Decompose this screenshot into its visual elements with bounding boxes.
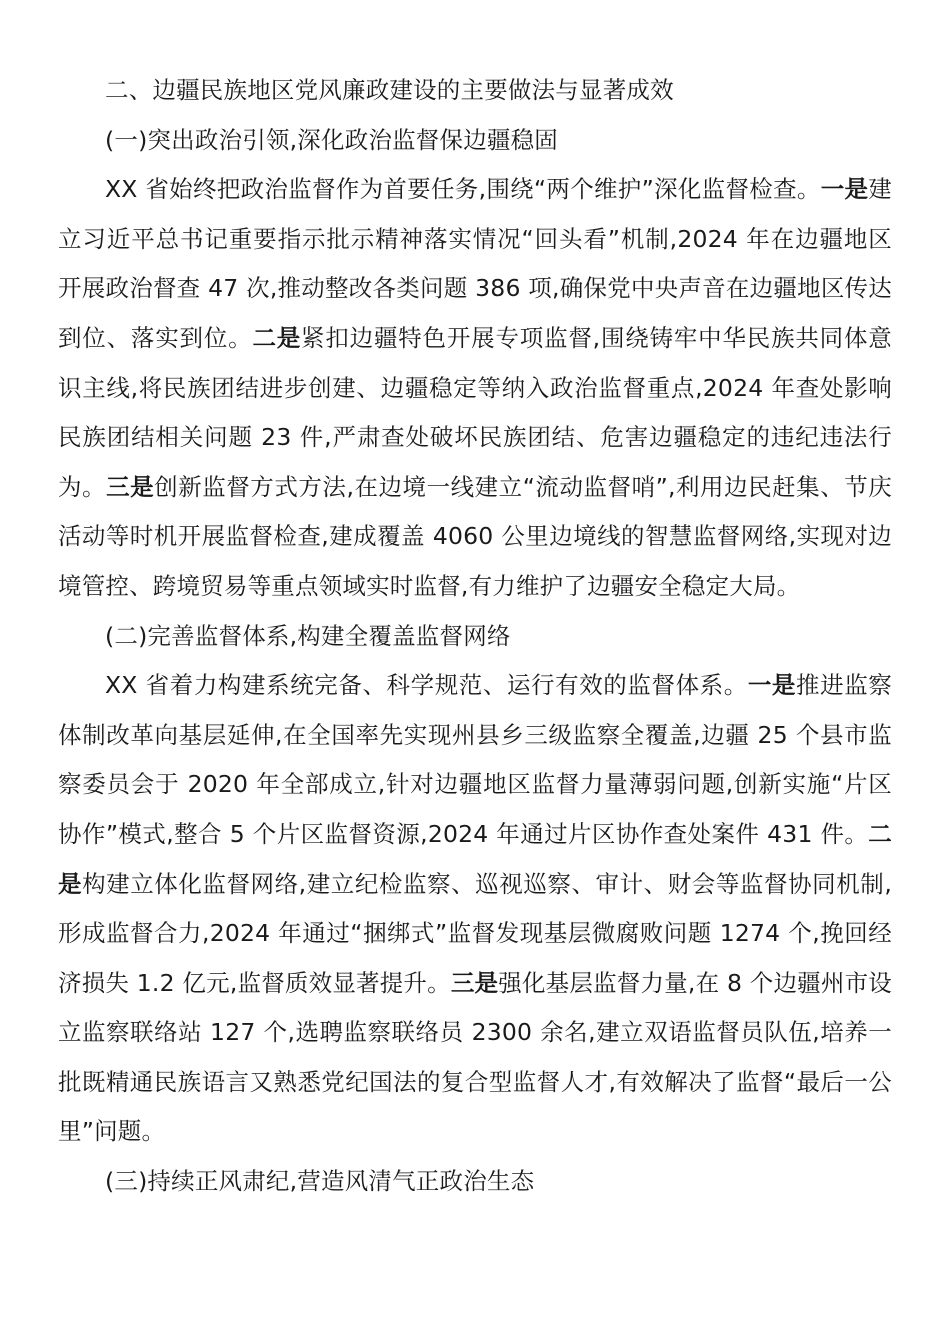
paragraph-political-supervision bbox=[58, 165, 892, 611]
point-lead-3: 三是 bbox=[450, 968, 499, 997]
point-lead-3: 三是 bbox=[106, 472, 155, 501]
section-title: 二、边疆民族地区党风廉政建设的主要做法与显著成效 bbox=[105, 76, 674, 104]
point-lead-1: 一是 bbox=[820, 175, 869, 204]
document-page bbox=[58, 66, 892, 1207]
point-lead-1: 一是 bbox=[747, 671, 797, 700]
point-text-3: 强化基层监督力量,在 8 个边疆州市设立监察联络站 127 个,选聘监察联络员 2300 余名,建立双语监督员队伍,培养一批既精通民族语言又熟悉党纪国法的复合型监督人才,有效解决了监督“最后一公里”问题。 bbox=[58, 968, 892, 1146]
paragraph-intro: XX 省着力构建系统完备、科学规范、运行有效的监督体系。 bbox=[105, 671, 748, 700]
point-text-2: 构建立体化监督网络,建立纪检监察、巡视巡察、审计、财会等监督协同机制,形成监督合力,2024 年通过“捆绑式”监督发现基层微腐败问题 1274 个,挽回经济损失 1.2 亿元,监督质效显著提升。 bbox=[58, 869, 892, 997]
point-text-1: 推进监察体制改革向基层延伸,在全国率先实现州县乡三级监察全覆盖,边疆 25 个县市监察委员会于 2020 年全部成立,针对边疆地区监督力量薄弱问题,创新实施“片区协作”模式,整合 5 个片区监督资源,2024 年通过片区协作查处案件 431 件。 bbox=[58, 671, 892, 848]
point-text-1: 建立习近平总书记重要指示批示精神落实情况“回头看”机制,2024 年在边疆地区开展政治督查 47 次,推动整改各类问题 386 项,确保党中央声音在边疆地区传达到位、落实到位。 bbox=[58, 175, 892, 352]
point-lead-2: 二是 bbox=[252, 323, 302, 352]
subsection-heading-3: (三)持续正风肃纪,营造风清气正政治生态 bbox=[105, 1167, 535, 1196]
subsection-heading-2: (二)完善监督体系,构建全覆盖监督网络 bbox=[105, 621, 511, 650]
point-text-2: 紧扣边疆特色开展专项监督,围绕铸牢中华民族共同体意识主线,将民族团结进步创建、边疆稳定等纳入政治监督重点,2024 年查处影响民族团结相关问题 23 件,严肃查处破坏民族团结、危害边疆稳定的违纪违法行为。 bbox=[58, 323, 892, 501]
paragraph-intro: XX 省始终把政治监督作为首要任务,围绕“两个维护”深化监督检查。 bbox=[105, 175, 821, 204]
paragraph-supervision-system bbox=[58, 661, 892, 1157]
subsection-heading-1: (一)突出政治引领,深化政治监督保边疆稳固 bbox=[105, 125, 559, 154]
point-text-3: 创新监督方式方法,在边境一线建立“流动监督哨”,利用边民赶集、节庆活动等时机开展监督检查,建成覆盖 4060 公里边境线的智慧监督网络,实现对边境管控、跨境贸易等重点领域实时监督,有力维护了边疆安全稳定大局。 bbox=[58, 472, 892, 600]
point-lead-2: 二是 bbox=[58, 819, 892, 898]
